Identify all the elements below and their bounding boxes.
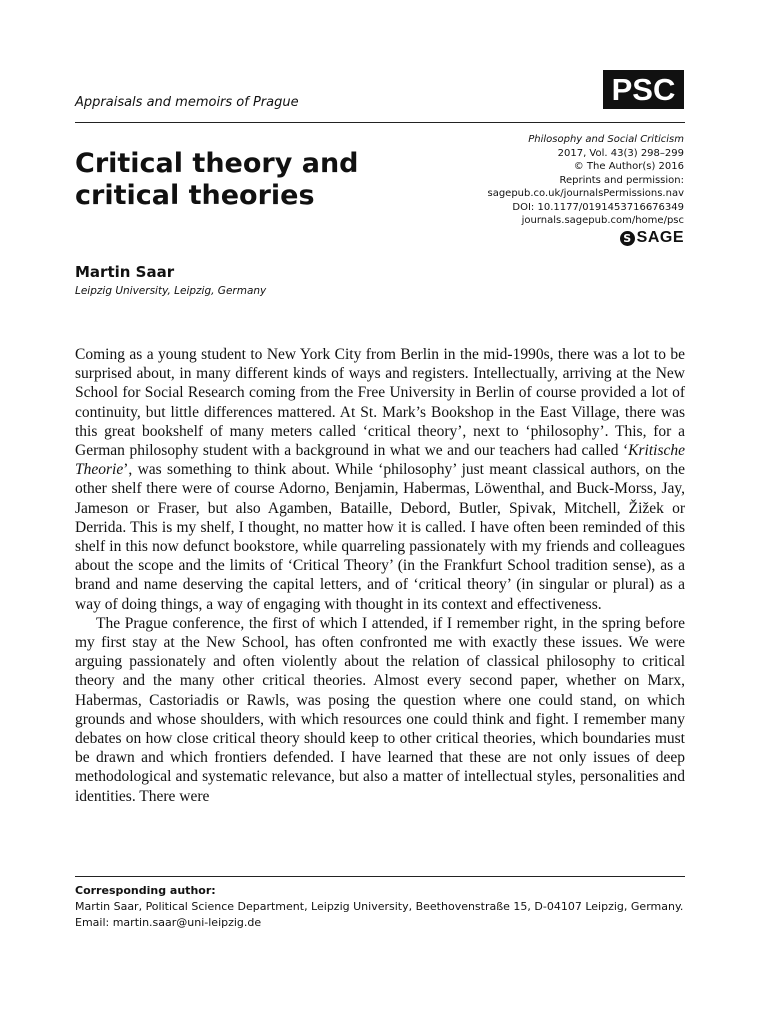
section-label: Appraisals and memoirs of Prague (75, 95, 299, 110)
paragraph-1-part-b: ’, was something to think about. While ‘philosophy’ just meant classical authors, on the other shelf there were of course Adorno, Benjamin, Habermas, Löwenthal, and Buck-Morss, Jay, Jameson or Fraser, but also Agamben, Bataille, Debord, Butler, Spivak, Mitchell, Žižek or Derrida. This is my shelf, I thought, no matter how it is called. I have often been reminded of this shelf in this now defunct bookstore, while quarreling passionately with my friends and colleagues about the scope and the limits of ‘Critical Theory’ (in the Frankfurt School tradition sense), as a brand and name deserving the capital letters, and of ‘critical theory’ (in singular or plural) as a way of doing things, a way of engaging with thought in its context and effectiveness. (75, 461, 685, 613)
sage-logo-text: SAGE (636, 229, 684, 246)
article-title (75, 148, 359, 212)
sage-s-icon: S (620, 231, 635, 246)
doi[interactable]: DOI: 10.1177/0191453716676349 (512, 201, 684, 213)
paragraph-2: The Prague conference, the first of which I attended, if I remember right, in the spring before my first stay at the New School, has often confronted me with exactly these issues. We were arguing passionately and often violently about the relation of classical philosophy to critical theory and the many other critical theories. Almost every second paper, whether on Marx, Habermas, Castoriadis or Rawls, was posing the question where one could stand, on which grounds and whose shoulders, with which resources one could think and fight. I remember many debates on how close critical theory should keep to other critical theories, which boundaries must be drawn and which frontiers defended. I have learned that these are not only issues of deep methodological and systematic relevance, but also a matter of intellectual styles, personalities and identities. There were (75, 614, 685, 805)
paragraph-1 (75, 345, 685, 614)
article-body (75, 345, 685, 806)
title-line-1: Critical theory and (75, 148, 359, 179)
publication-metadata (488, 133, 685, 228)
journal-home-link[interactable]: journals.sagepub.com/home/psc (521, 215, 684, 226)
author-name: Martin Saar (75, 263, 175, 281)
footnote-email[interactable]: Email: martin.saar@uni-leipzig.de (75, 916, 262, 929)
sage-publisher-logo (620, 229, 684, 247)
title-line-2: critical theories (75, 180, 315, 211)
corresponding-author-note (75, 883, 683, 931)
footnote-heading: Corresponding author: (75, 884, 216, 897)
permissions-link[interactable]: sagepub.co.uk/journalsPermissions.nav (487, 188, 684, 199)
footnote-divider (75, 876, 685, 877)
footnote-address: Martin Saar, Political Science Department, Leipzig University, Beethovenstraße 15, D-04107 Leipzig, Germany. (75, 900, 684, 913)
author-affiliation: Leipzig University, Leipzig, Germany (75, 285, 267, 297)
reprints-label: Reprints and permission: (559, 174, 684, 186)
header-divider (75, 122, 685, 123)
volume-info: 2017, Vol. 43(3) 298–299 (557, 147, 684, 159)
journal-name: Philosophy and Social Criticism (528, 134, 684, 145)
copyright: © The Author(s) 2016 (573, 161, 684, 172)
paragraph-1-italic: Kritische Theorie (75, 442, 685, 479)
paragraph-1-part-a: Coming as a young student to New York City from Berlin in the mid-1990s, there was a lot to be surprised about, in many different kinds of ways and registers. Intellectually, arriving at the New School for Social Research coming from the Free University in Berlin of course provided a lot of continuity, but little differences mattered. At St. Mark’s Bookshop in the East Village, there was this great bookshelf of many meters called ‘critical theory’, next to ‘philosophy’. This, for a German philosophy student with a background in what we and our teachers had called ‘ (75, 346, 685, 460)
psc-journal-logo: PSC (603, 70, 684, 109)
